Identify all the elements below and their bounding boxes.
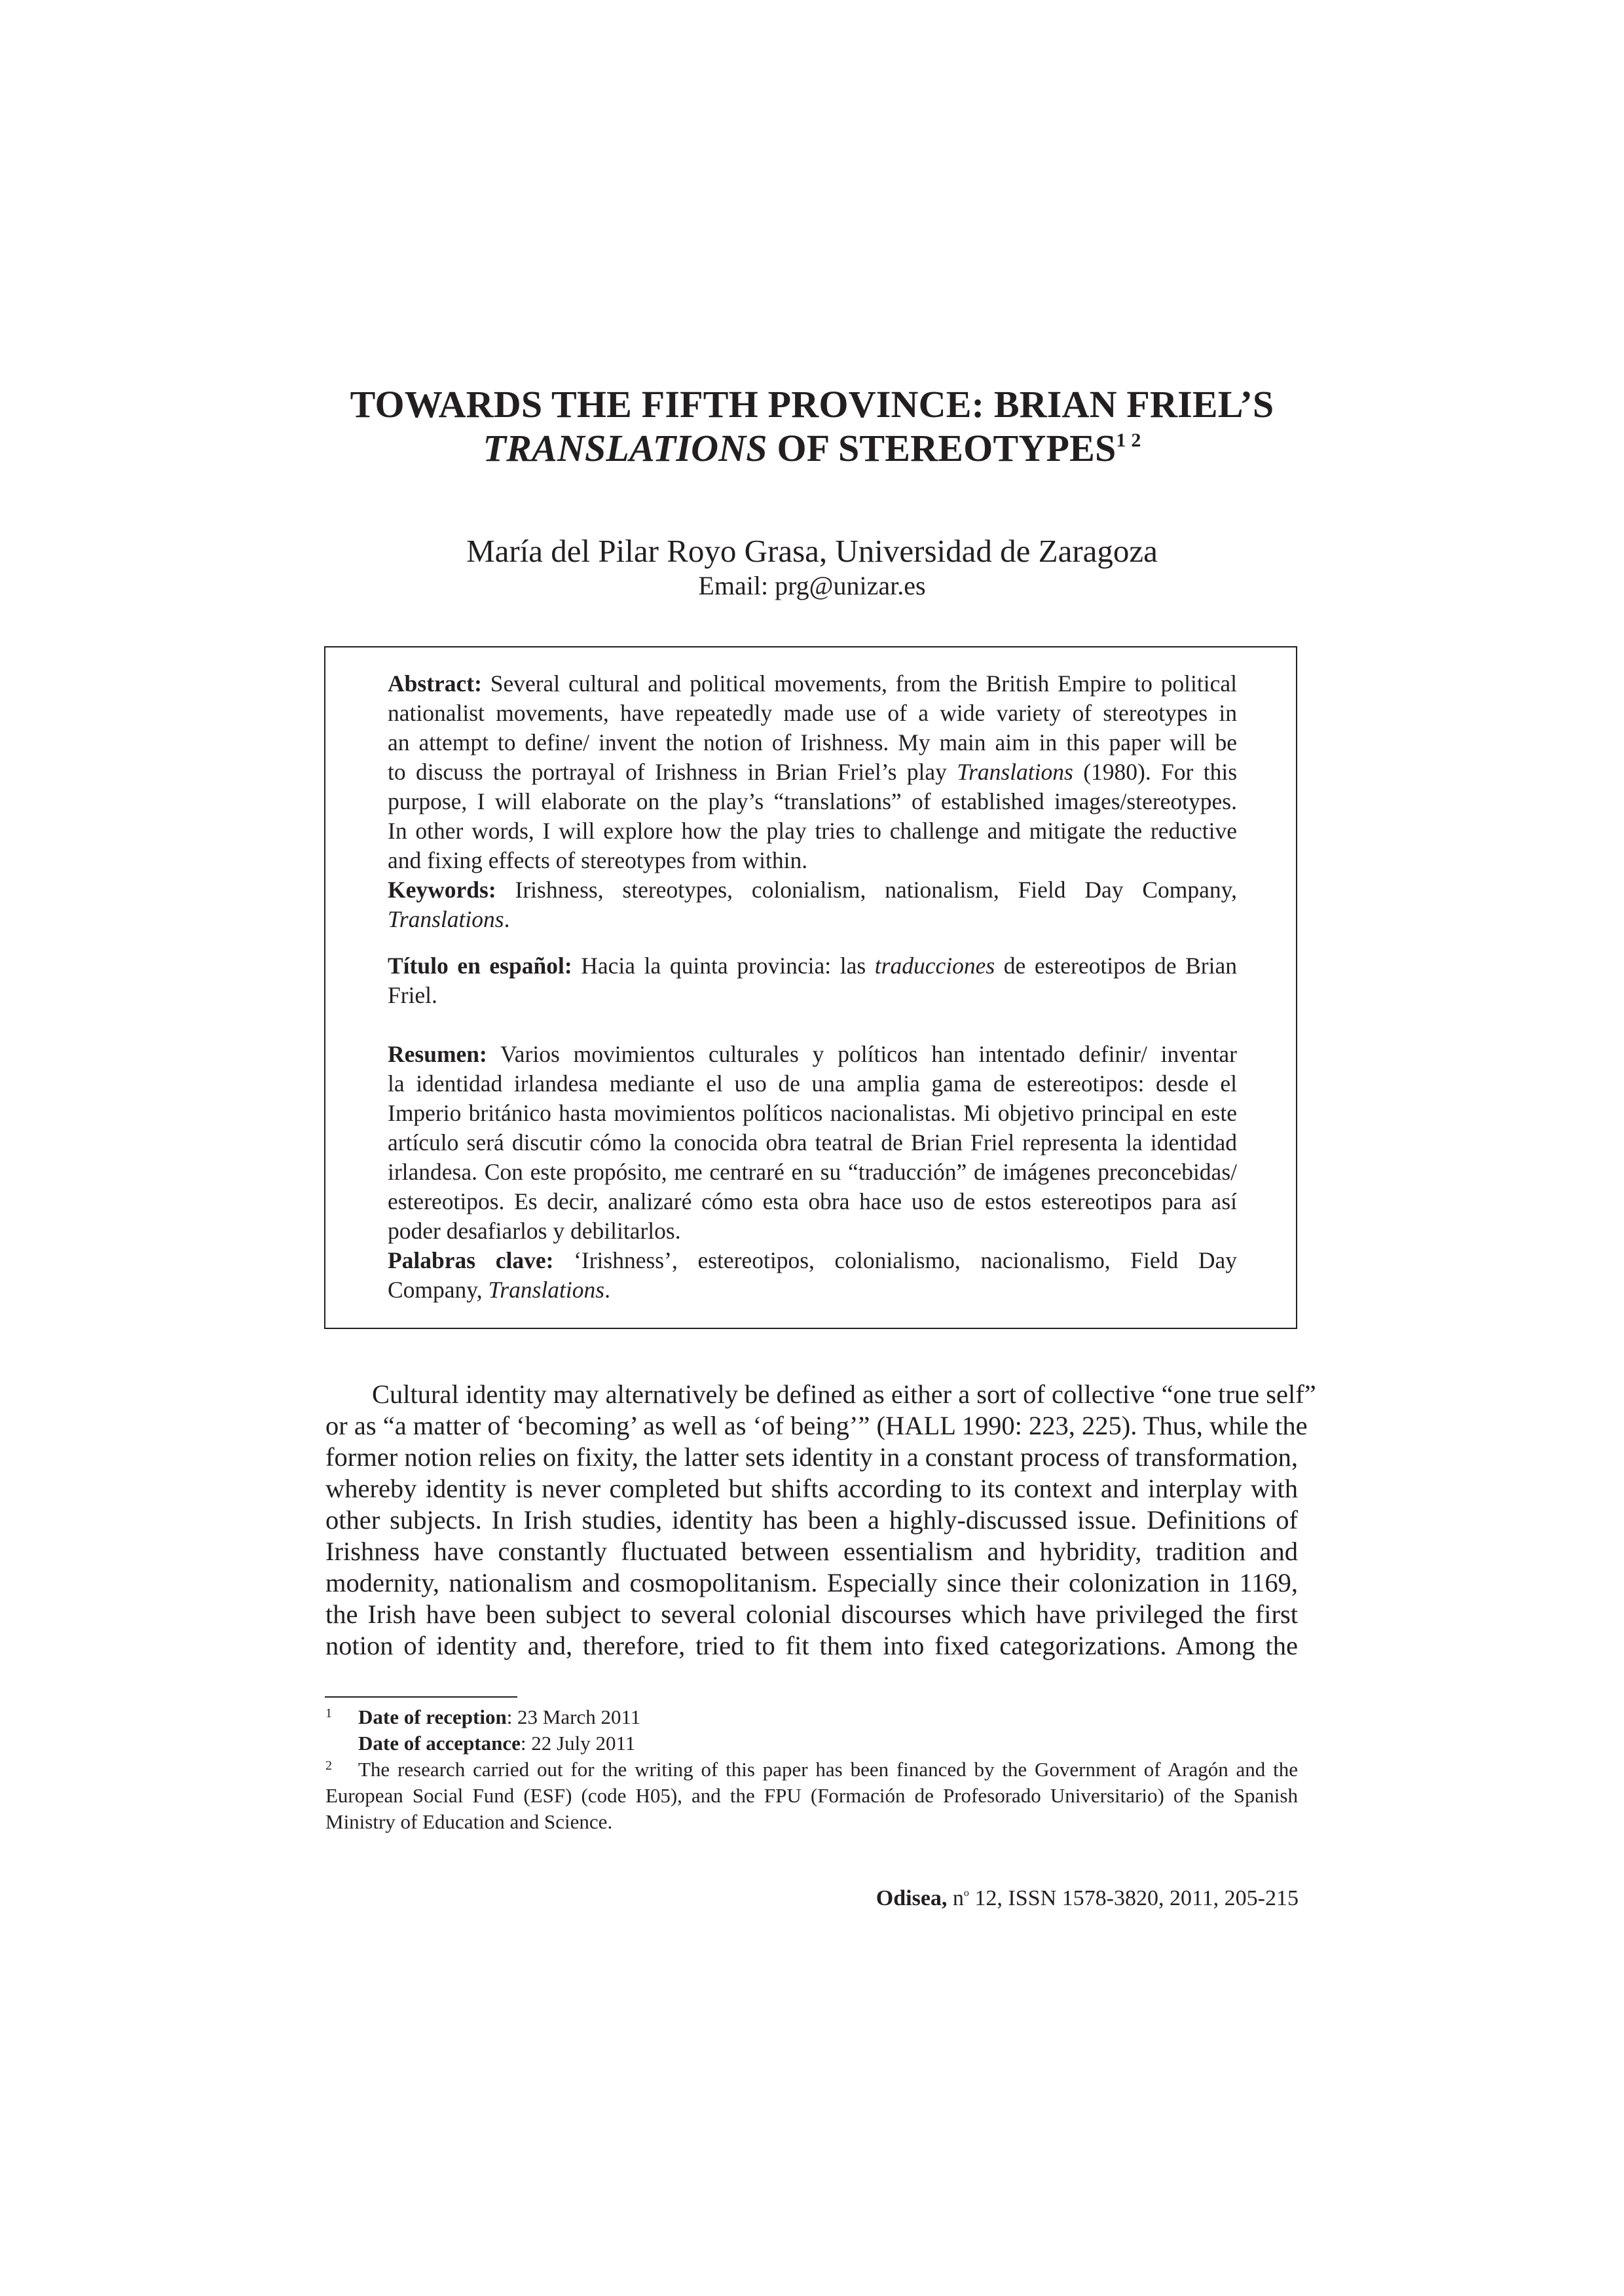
keywords-line: Translations.: [388, 906, 510, 932]
author-email[interactable]: Email: prg@unizar.es: [698, 571, 926, 600]
abstract-line: nationalist movements, have repeatedly made use of a wide variety of stereotypes in: [388, 700, 1237, 726]
footnote-2-line: Ministry of Education and Science.: [325, 1810, 613, 1833]
title-line-1: TOWARDS THE FIFTH PROVINCE: BRIAN FRIEL’S: [350, 383, 1274, 426]
palabras-clave-label: Palabras clave:: [388, 1247, 554, 1273]
titulo-line: Friel.: [388, 982, 437, 1008]
resumen-line: Imperio británico hasta movimientos políticos nacionalistas. Mi objetivo principal en este: [388, 1100, 1237, 1126]
resumen-label: Resumen:: [388, 1041, 487, 1067]
resumen-line: estereotipos. Es decir, analizaré cómo esta obra hace uso de estos estereotipos para así: [388, 1188, 1237, 1214]
body-line: former notion relies on fixity, the latter sets identity in a constant process of transformation,: [325, 1442, 1298, 1472]
footnote-2-line: European Social Fund (ESF) (code H05), and the FPU (Formación de Profesorado Universitario) of the Spanish: [325, 1784, 1298, 1807]
body-line: whereby identity is never completed but shifts according to its context and interplay with: [325, 1474, 1298, 1503]
footnote-marker: 1: [325, 1706, 332, 1721]
body-line: other subjects. In Irish studies, identity has been a highly-discussed issue. Definitions of: [325, 1505, 1298, 1535]
body-line: or as “a matter of ‘becoming’ as well as ‘of being’” (HALL 1990: 223, 225). Thus, while the: [325, 1411, 1308, 1440]
abstract-line: In other words, I will explore how the play tries to challenge and mitigate the reductive: [388, 818, 1237, 844]
resumen-line: artículo será discutir cómo la conocida obra teatral de Brian Friel representa la identidad: [388, 1129, 1237, 1156]
title-italic-word: TRANSLATIONS: [483, 427, 767, 469]
title-line-2: [0, 426, 1624, 477]
abstract-line: an attempt to define/ invent the notion of Irishness. My main aim in this paper will be: [388, 729, 1237, 756]
journal-name: Odisea,: [876, 1886, 948, 1910]
body-line: the Irish have been subject to several colonial discourses which have privileged the first: [325, 1599, 1298, 1629]
footnotes: [325, 1704, 1298, 1835]
footnote-1: 1 Date of reception: 23 March 2011: [325, 1704, 1298, 1730]
abstract-line: Abstract: Several cultural and political movements, from the British Empire to political: [388, 670, 1237, 697]
keywords-line: Keywords: Irishness, stereotypes, colonialism, nationalism, Field Day Company,: [388, 877, 1237, 903]
title-footnote-refs[interactable]: 1 2: [1116, 429, 1141, 451]
abstract-section: [388, 669, 1237, 934]
resumen-line: la identidad irlandesa mediante el uso de una amplia gama de estereotipos: desde el: [388, 1070, 1237, 1097]
titulo-label: Título en español:: [388, 953, 572, 979]
resumen-line: irlandesa. Con este propósito, me centraré en su “traducción” de imágenes preconcebidas/: [388, 1159, 1237, 1185]
paper-title: [0, 382, 1624, 477]
resumen-section: [388, 1040, 1237, 1305]
abstract-label: Abstract:: [388, 670, 482, 697]
abstract-line: to discuss the portrayal of Irishness in Brian Friel’s play Translations (1980). For this: [388, 759, 1238, 785]
author-affiliation: María del Pilar Royo Grasa, Universidad de Zaragoza: [466, 533, 1158, 569]
play-title-italic: Translations: [957, 759, 1073, 785]
titulo-section: [388, 951, 1237, 1010]
abstract-line: purpose, I will elaborate on the play’s “translations” of established images/stereotypes.: [388, 788, 1237, 814]
footnote-2: 2 The research carried out for the writing of this paper has been financed by the Government of Aragón and the: [325, 1757, 1298, 1783]
palabras-clave-line: Company, Translations.: [388, 1277, 610, 1303]
resumen-line: poder desafiarlos y debilitarlos.: [388, 1218, 681, 1244]
body-line: modernity, nationalism and cosmopolitanism. Especially since their colonization in 1169,: [325, 1568, 1298, 1597]
keywords-label: Keywords:: [388, 877, 496, 903]
title-line-2-rest: OF STEREOTYPES: [767, 427, 1116, 469]
titulo-line: Título en español: Hacia la quinta provincia: las traducciones de estereotipos de Brian: [388, 953, 1238, 979]
footnote-marker: 2: [325, 1758, 332, 1773]
body-paragraph: [325, 1379, 1316, 1662]
body-line: notion of identity and, therefore, tried to fit them into fixed categorizations. Among the: [325, 1631, 1298, 1660]
footnote-separator: [325, 1696, 517, 1698]
abstract-line: and fixing effects of stereotypes from within.: [388, 847, 808, 873]
resumen-line: Resumen: Varios movimientos culturales y políticos han intentado definir/ inventar: [388, 1041, 1237, 1067]
body-line: Irishness have constantly fluctuated between essentialism and hybridity, tradition and: [325, 1537, 1298, 1566]
palabras-clave-line: Palabras clave: ‘Irishness’, estereotipos, colonialismo, nacionalismo, Field Day: [388, 1247, 1237, 1273]
body-line: Cultural identity may alternatively be defined as either a sort of collective “one true self”: [372, 1379, 1316, 1409]
journal-citation: Odisea, $n^o$ 12, ISSN 1578-3820, 2011, 205-215: [876, 1886, 1299, 1910]
footnote-1-acceptance: Date of acceptance: 22 July 2011: [358, 1732, 636, 1755]
